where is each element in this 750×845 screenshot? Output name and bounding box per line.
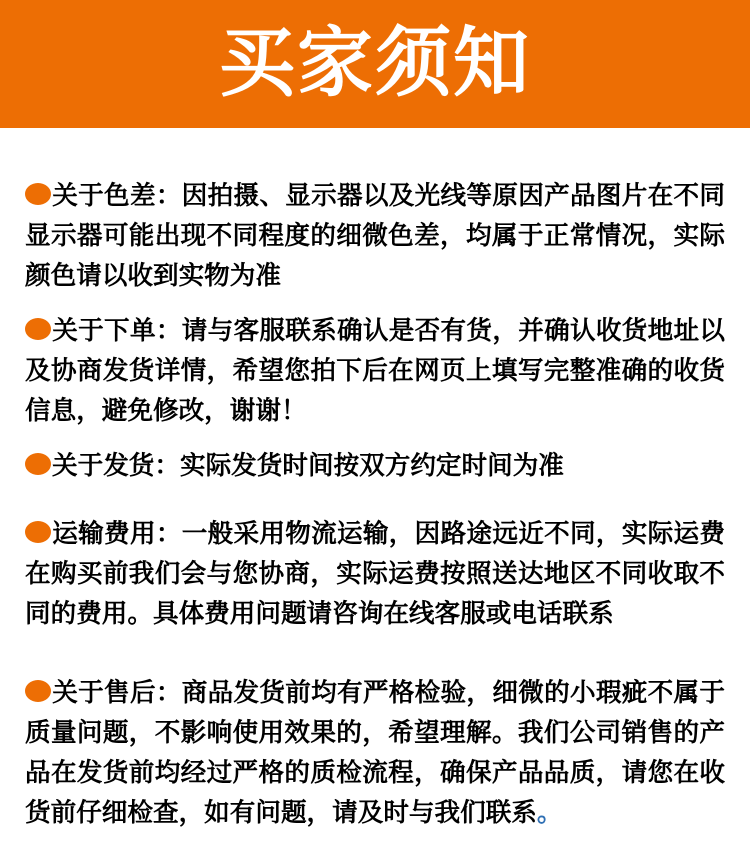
banner xyxy=(0,0,750,128)
notice-section-freight-cost xyxy=(25,514,725,634)
bullet-icon xyxy=(25,680,51,702)
section-text: 运输费用：一般采用物流运输，因路途远近不同，实际运费在购买前我们会与您协商，实际运费按照送达地区不同收取不同的费用。具体费用问题请咨询在线客服或电话联系 xyxy=(25,520,725,628)
bullet-icon xyxy=(25,318,51,340)
section-text: 关于发货：实际发货时间按双方约定时间为准 xyxy=(52,452,564,480)
notice-section-ordering xyxy=(25,311,725,431)
notice-content xyxy=(0,176,750,833)
section-text: 关于售后：商品发货前均有严格检验，细微的小瑕疵不属于质量问题，不影响使用效果的，希望理解。我们公司销售的产品在发货前均经过严格的质检流程，确保产品品质，请您在收货前仔细检查，如有问题，请及时与我们联系 xyxy=(25,679,725,827)
notice-section-shipping xyxy=(25,446,725,486)
section-text: 关于下单：请与客服联系确认是否有货，并确认收货地址以及协商发货详情，希望您拍下后在网页上填写完整准确的收货信息，避免修改，谢谢！ xyxy=(25,317,725,425)
notice-section-after-sales xyxy=(25,673,725,833)
notice-section-color-difference xyxy=(25,176,725,296)
bullet-icon xyxy=(25,521,51,543)
section-text: 关于色差：因拍摄、显示器以及光线等原因产品图片在不同显示器可能出现不同程度的细微色差，均属于正常情况，实际颜色请以收到实物为准 xyxy=(25,182,725,290)
sentence-period: 。 xyxy=(536,799,563,827)
page-title: 买家须知 xyxy=(219,21,531,106)
bullet-icon xyxy=(25,183,51,205)
bullet-icon xyxy=(25,453,51,475)
